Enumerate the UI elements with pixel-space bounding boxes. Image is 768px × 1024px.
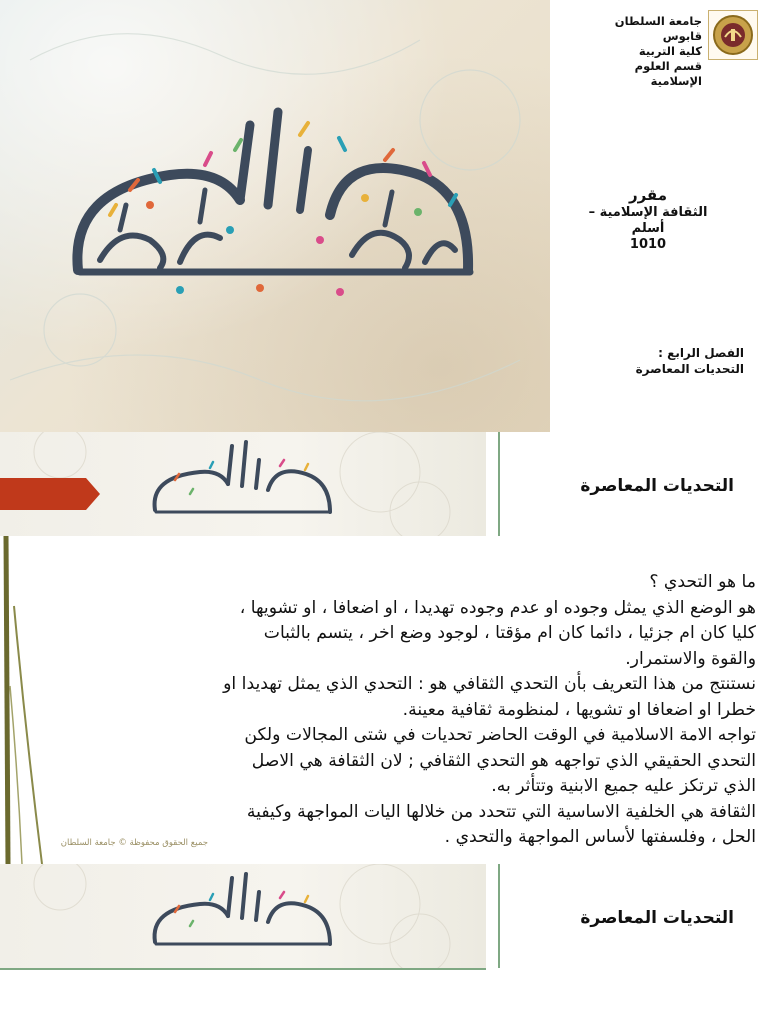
university-line: الإسلامية [650, 74, 702, 88]
slide-title: التحديات المعاصرة [580, 908, 734, 928]
divider-line-bottom [0, 968, 486, 970]
body-line: الثقافة هي الخلفية الاساسية التي تتحدد من خلالها اليات المواجهة وكيفية [246, 801, 756, 822]
body-line: الحل ، وفلسفتها لأساس المواجهة والتحدي . [444, 827, 756, 847]
slide-title: التحديات المعاصرة [580, 476, 734, 496]
body-line: ما هو التحدي ؟ [649, 572, 756, 592]
body-text [36, 570, 756, 851]
body-line: تواجه الامة الاسلامية في الوقت الحاضر تحديات في شتى المجالات ولكن [244, 725, 756, 745]
body-line: التحدي الحقيقي الذي تواجهه هو التحدي الثقافي ; لان الثقافة هي الاصل [251, 750, 756, 771]
calligraphy-artwork [0, 0, 550, 432]
cover-slide [0, 0, 768, 432]
body-line: كليا كان ام جزئيا ، دائما كان ام مؤقتا ، لوجود وضع اخر ، يتسم بالثبات [263, 623, 756, 643]
title-band [0, 864, 486, 968]
content-slide [0, 432, 768, 864]
content-slide-2 [0, 864, 768, 1024]
copyright-notice: جميع الحقوق محفوظة © جامعة السلطان [60, 838, 208, 848]
body-line: هو الوضع الذي يمثل وجوده او عدم وجوده تهديدا ، او اضعافا ، او تشويها ، [239, 597, 756, 618]
university-line: كلية التربية [638, 44, 702, 58]
course-code: 1010 [629, 237, 667, 252]
university-name [572, 14, 702, 89]
chapter-title: التحديات المعاصرة [635, 362, 744, 376]
university-line: جامعة السلطان [614, 14, 702, 28]
body-line: والقوة والاستمرار. [625, 648, 756, 669]
course-info [558, 186, 738, 253]
chapter-number: الفصل الرابع : [658, 346, 744, 360]
chapter-info [564, 345, 744, 377]
course-name-line: أسلم [631, 221, 665, 236]
red-arrow-tab [0, 478, 102, 510]
university-logo [708, 10, 758, 60]
body-line: الذي ترتكز عليه جميع الابنية وتتأثر به. [491, 776, 756, 796]
calligraphy-logo-image [0, 0, 550, 432]
body-line: خطرا او اضعافا او تشويها ، لمنظومة ثقافية معينة. [402, 699, 756, 720]
university-line: قسم العلوم [634, 59, 702, 73]
calligraphy-banner-image [0, 864, 486, 968]
university-emblem-icon [709, 11, 757, 59]
body-line: نستنتج من هذا التعريف بأن التحدي الثقافي هو : التحدي الذي يمثل تهديدا او [223, 674, 756, 694]
university-line: قابوس [662, 29, 702, 43]
course-name-line: الثقافة الإسلامية – [588, 205, 708, 220]
course-label: مقرر [628, 186, 668, 204]
